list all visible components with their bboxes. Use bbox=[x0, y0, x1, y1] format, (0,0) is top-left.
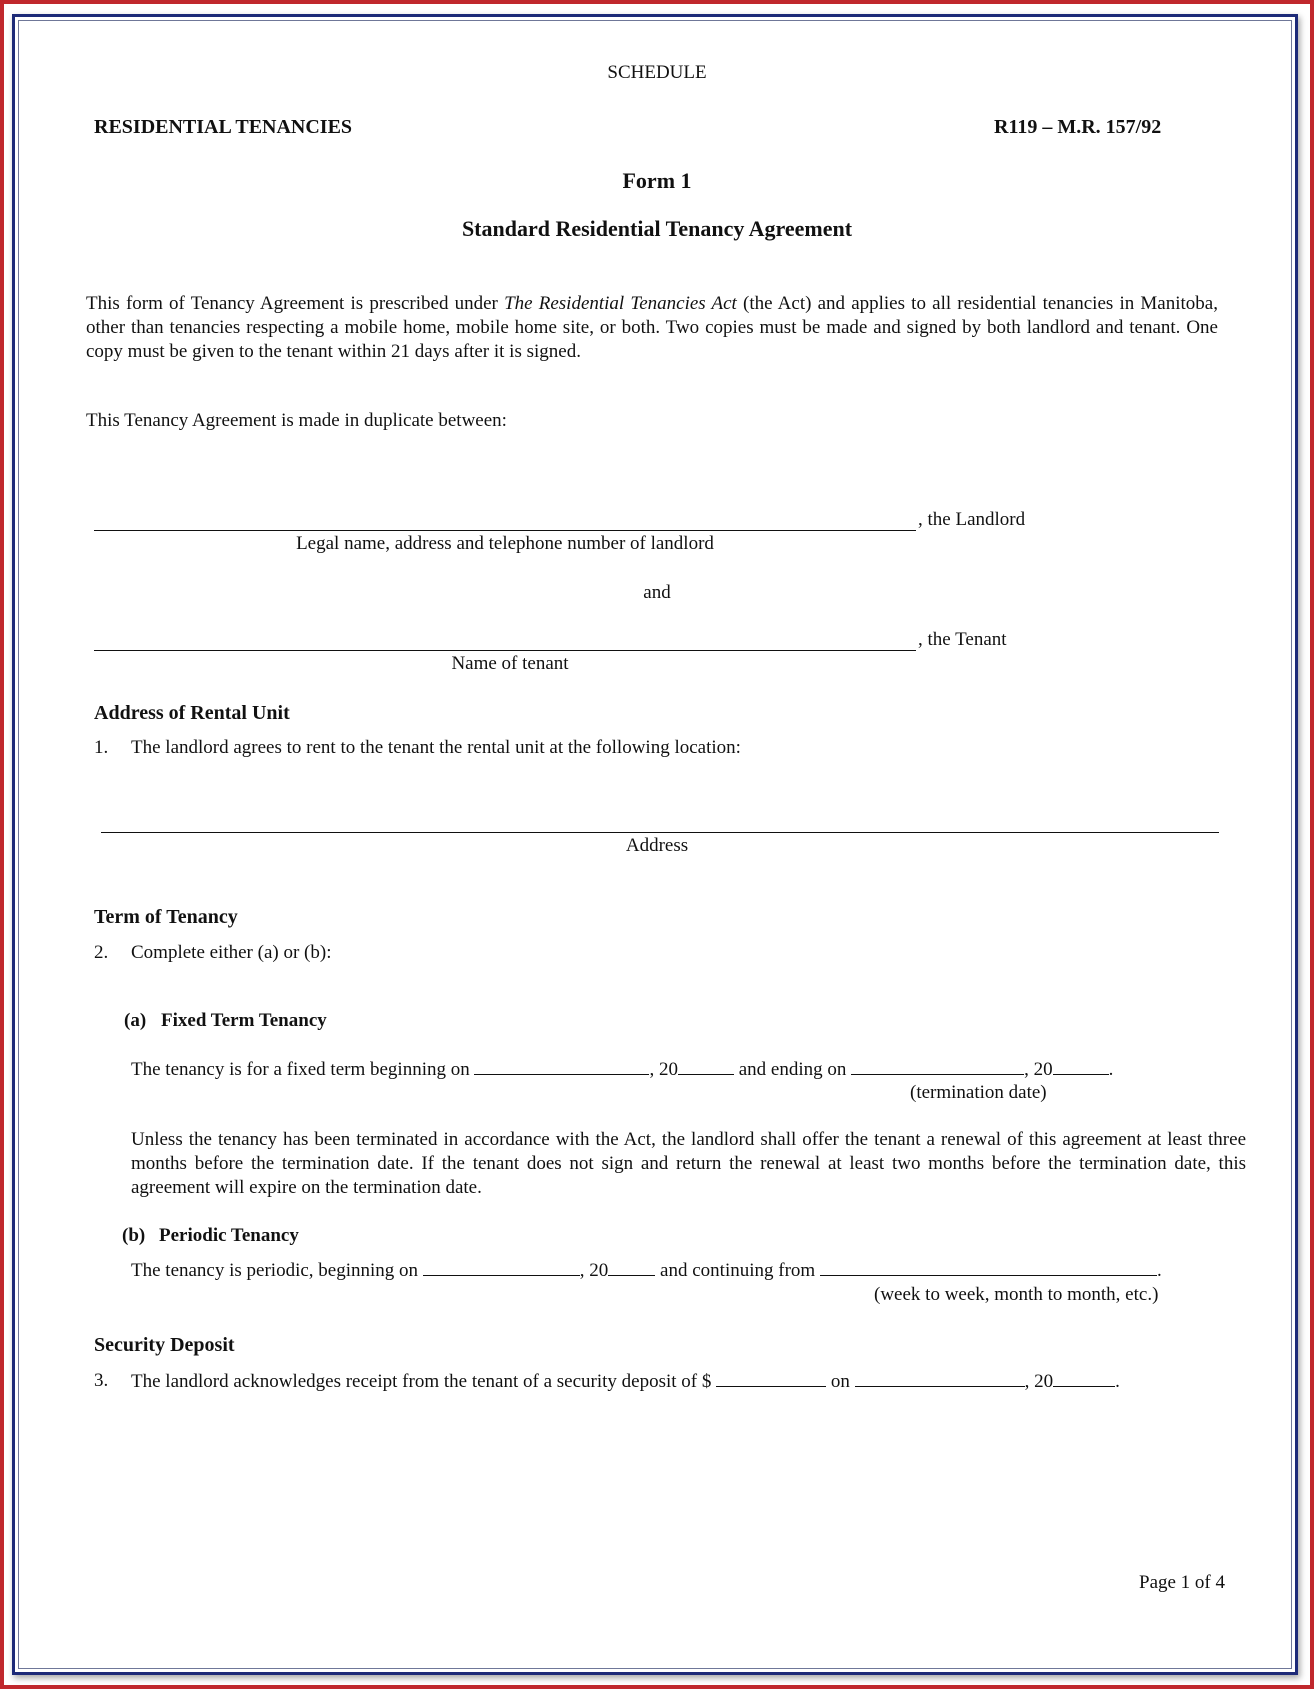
deposit-line-mid1: on bbox=[826, 1371, 855, 1392]
periodic-line-mid2: and continuing from bbox=[655, 1260, 820, 1281]
address-heading: Address of Rental Unit bbox=[94, 702, 290, 724]
schedule-label: SCHEDULE bbox=[607, 62, 707, 83]
header-left: RESIDENTIAL TENANCIES bbox=[94, 116, 353, 138]
fixed-line-mid1: , 20 bbox=[649, 1059, 678, 1080]
fixed-label: (a) bbox=[124, 1010, 147, 1031]
item-3-number: 3. bbox=[94, 1370, 109, 1391]
item-2-number: 2. bbox=[94, 942, 109, 963]
fixed-term-line bbox=[131, 1058, 1113, 1081]
landlord-caption: Legal name, address and telephone number of landlord bbox=[296, 533, 714, 554]
tenant-suffix: , the Tenant bbox=[918, 629, 1007, 650]
periodic-label: (b) bbox=[122, 1225, 146, 1246]
fixed-end-date-blank[interactable] bbox=[851, 1058, 1024, 1075]
deposit-line-end: . bbox=[1115, 1371, 1120, 1392]
page-number: Page 1 of 4 bbox=[1139, 1572, 1226, 1593]
tenant-blank-line[interactable] bbox=[94, 650, 916, 651]
made-between-text: This Tenancy Agreement is made in duplicate between: bbox=[86, 410, 507, 431]
item-1-number: 1. bbox=[94, 737, 109, 758]
periodic-term-line bbox=[131, 1259, 1162, 1282]
fixed-start-date-blank[interactable] bbox=[474, 1058, 649, 1075]
periodic-start-date-blank[interactable] bbox=[423, 1259, 580, 1276]
periodic-start-year-blank[interactable] bbox=[608, 1259, 655, 1276]
deposit-line bbox=[131, 1370, 1120, 1393]
address-caption: Address bbox=[625, 835, 689, 856]
deposit-heading: Security Deposit bbox=[94, 1334, 235, 1356]
item-1-text: The landlord agrees to rent to the tenant the rental unit at the following location: bbox=[131, 737, 741, 758]
termination-date-caption: (termination date) bbox=[910, 1082, 1047, 1103]
act-name: The Residential Tenancies Act bbox=[504, 293, 737, 314]
deposit-year-blank[interactable] bbox=[1053, 1370, 1115, 1387]
tenant-caption: Name of tenant bbox=[451, 653, 569, 674]
fixed-line-mid3: , 20 bbox=[1024, 1059, 1053, 1080]
fixed-line-start: The tenancy is for a fixed term beginning on bbox=[131, 1059, 475, 1080]
periodic-frequency-blank[interactable] bbox=[820, 1259, 1157, 1276]
periodic-caption: (week to week, month to month, etc.) bbox=[874, 1284, 1159, 1305]
fixed-start-year-blank[interactable] bbox=[678, 1058, 734, 1075]
fixed-line-end: . bbox=[1108, 1059, 1114, 1080]
periodic-line-start: The tenancy is periodic, beginning on bbox=[131, 1260, 423, 1281]
form-number: Form 1 bbox=[622, 168, 692, 193]
fixed-title: Fixed Term Tenancy bbox=[161, 1010, 327, 1031]
fixed-end-year-blank[interactable] bbox=[1053, 1058, 1109, 1075]
intro-paragraph bbox=[86, 292, 1218, 364]
and-text: and bbox=[643, 582, 671, 603]
landlord-suffix: , the Landlord bbox=[918, 509, 1026, 530]
intro-text-end: (the Act) and applies to all residential tenancies in Manitoba, other than tenancies respecting a mobile home, mobile home site, or both. Two copies must be made and signed by both landlord and tenant. One copy must be given to the tenant within 21 days after it is signed. bbox=[86, 293, 1218, 362]
fixed-line-mid2: and ending on bbox=[733, 1059, 852, 1080]
periodic-title: Periodic Tenancy bbox=[159, 1225, 299, 1246]
item-2-text: Complete either (a) or (b): bbox=[131, 942, 332, 963]
periodic-line-end: . bbox=[1156, 1260, 1162, 1281]
intro-text-start: This form of Tenancy Agreement is prescribed under bbox=[86, 293, 505, 314]
deposit-amount-blank[interactable] bbox=[716, 1370, 826, 1387]
form-title: Standard Residential Tenancy Agreement bbox=[461, 216, 853, 241]
deposit-date-blank[interactable] bbox=[855, 1370, 1025, 1387]
periodic-line-mid1: , 20 bbox=[579, 1260, 609, 1281]
renewal-paragraph: Unless the tenancy has been terminated in accordance with the Act, the landlord shall offer the tenant a renewal of this agreement at least three months before the termination date. If the tenant does not sign and return the renewal at least two months before the termination date, this agreement will expire on the termination date. bbox=[131, 1129, 1246, 1198]
landlord-blank-line[interactable] bbox=[94, 530, 916, 531]
deposit-line-mid2: , 20 bbox=[1024, 1371, 1054, 1392]
deposit-line-start: The landlord acknowledges receipt from the tenant of a security deposit of $ bbox=[131, 1371, 717, 1392]
term-heading: Term of Tenancy bbox=[94, 906, 238, 928]
header-right: R119 – M.R. 157/92 bbox=[994, 116, 1162, 138]
address-blank-line[interactable] bbox=[101, 832, 1219, 833]
